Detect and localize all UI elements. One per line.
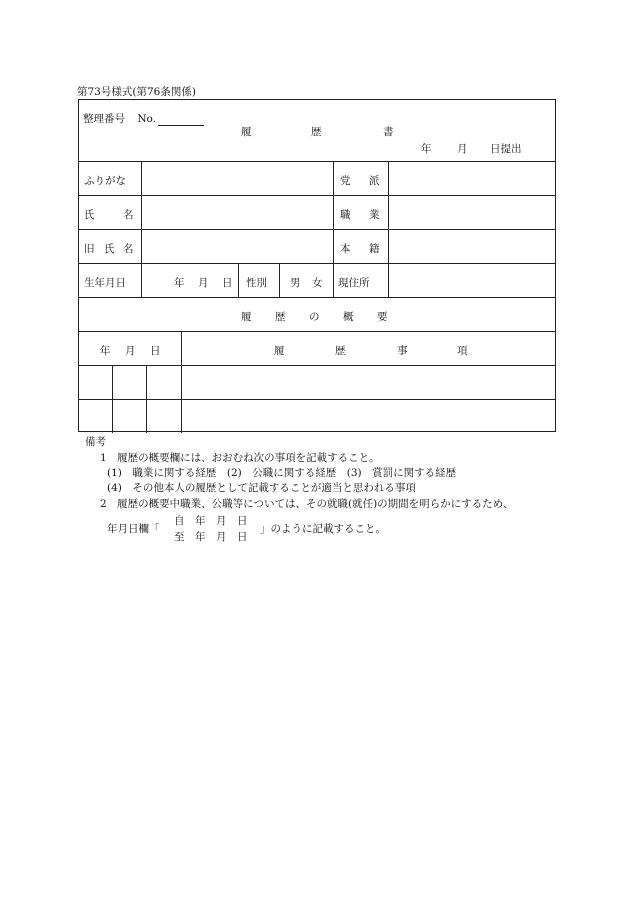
- note-2-lead: 年月日欄「: [107, 523, 160, 535]
- occupation-label-2: 業: [369, 209, 380, 221]
- domicile-field[interactable]: [389, 230, 555, 263]
- col-items-3: 事: [397, 345, 408, 357]
- birth-month: 月: [198, 277, 209, 289]
- divider: [79, 331, 555, 332]
- note-1a: (1) 職業に関する経歴 (2) 公職に関する経歴 (3) 賞罰に関する経歴: [107, 467, 457, 479]
- serial-label: 整理番号: [83, 113, 125, 125]
- name-field[interactable]: [142, 196, 332, 229]
- col-items-4: 項: [457, 345, 468, 357]
- sex-female[interactable]: 女: [312, 277, 323, 289]
- name-label-1: 氏: [84, 209, 95, 221]
- notes-title: 備考: [85, 436, 106, 448]
- note-2-from: 自 年 月 日: [174, 515, 248, 527]
- serial-number-field[interactable]: [158, 116, 204, 126]
- note-2-to: 至 年 月 日: [174, 531, 248, 543]
- occupation-field[interactable]: [389, 196, 555, 229]
- furigana-field[interactable]: [142, 162, 332, 195]
- submit-month: 月: [457, 143, 468, 155]
- name-label-2: 名: [123, 209, 134, 221]
- form-title-1: 履: [241, 126, 252, 138]
- note-1: 1 履歴の概要欄には、おおむね次の事項を記載すること。: [100, 452, 380, 464]
- note-2-tail: 」のように記載すること。: [260, 523, 386, 535]
- former-name-field[interactable]: [142, 230, 332, 263]
- sex-label: 性別: [246, 277, 267, 289]
- party-field[interactable]: [389, 162, 555, 195]
- note-2: 2 履歴の概要中職業、公職等については、その就職(就任)の期間を明らかにするため、: [100, 498, 514, 510]
- col-items-2: 歴: [335, 345, 346, 357]
- col-items-1: 履: [274, 345, 285, 357]
- form-title-3: 書: [383, 126, 394, 138]
- col-year: 年: [100, 345, 111, 357]
- former-name-label-1: 旧: [84, 243, 95, 255]
- former-name-label-2: 氏: [104, 243, 115, 255]
- furigana-label: ふりがな: [84, 175, 126, 187]
- no-label: No.: [137, 113, 157, 125]
- summary-heading-4: 概: [343, 311, 354, 323]
- divider: [112, 365, 113, 433]
- address-label: 現住所: [338, 277, 370, 289]
- divider: [333, 161, 334, 297]
- col-month: 月: [125, 345, 136, 357]
- divider: [146, 365, 147, 433]
- submit-day: 日提出: [490, 143, 522, 155]
- history-entry-field[interactable]: [182, 400, 555, 432]
- party-label-1: 党: [340, 175, 351, 187]
- divider: [238, 263, 239, 297]
- summary-heading-1: 履: [241, 311, 252, 323]
- summary-heading-2: 歴: [275, 311, 286, 323]
- birth-year: 年: [174, 277, 185, 289]
- sex-male[interactable]: 男: [290, 277, 301, 289]
- resume-form: [78, 99, 556, 432]
- divider: [279, 263, 280, 297]
- summary-heading-5: 要: [377, 311, 388, 323]
- party-label-2: 派: [369, 175, 380, 187]
- domicile-label-1: 本: [340, 243, 351, 255]
- form-label: 第73号様式(第76条関係): [77, 86, 196, 98]
- history-entry-field[interactable]: [182, 366, 555, 399]
- note-1b: (4) その他本人の履歴として記載することが適当と思われる事項: [107, 482, 416, 494]
- form-title-2: 歴: [311, 126, 322, 138]
- submit-year: 年: [421, 143, 432, 155]
- divider: [79, 297, 555, 298]
- former-name-label-3: 名: [123, 243, 134, 255]
- summary-heading-3: の: [309, 311, 320, 323]
- birth-day: 日: [222, 277, 233, 289]
- col-day: 日: [150, 345, 161, 357]
- occupation-label-1: 職: [340, 209, 351, 221]
- domicile-label-2: 籍: [369, 243, 380, 255]
- birth-label: 生年月日: [84, 277, 126, 289]
- address-field[interactable]: [389, 264, 555, 297]
